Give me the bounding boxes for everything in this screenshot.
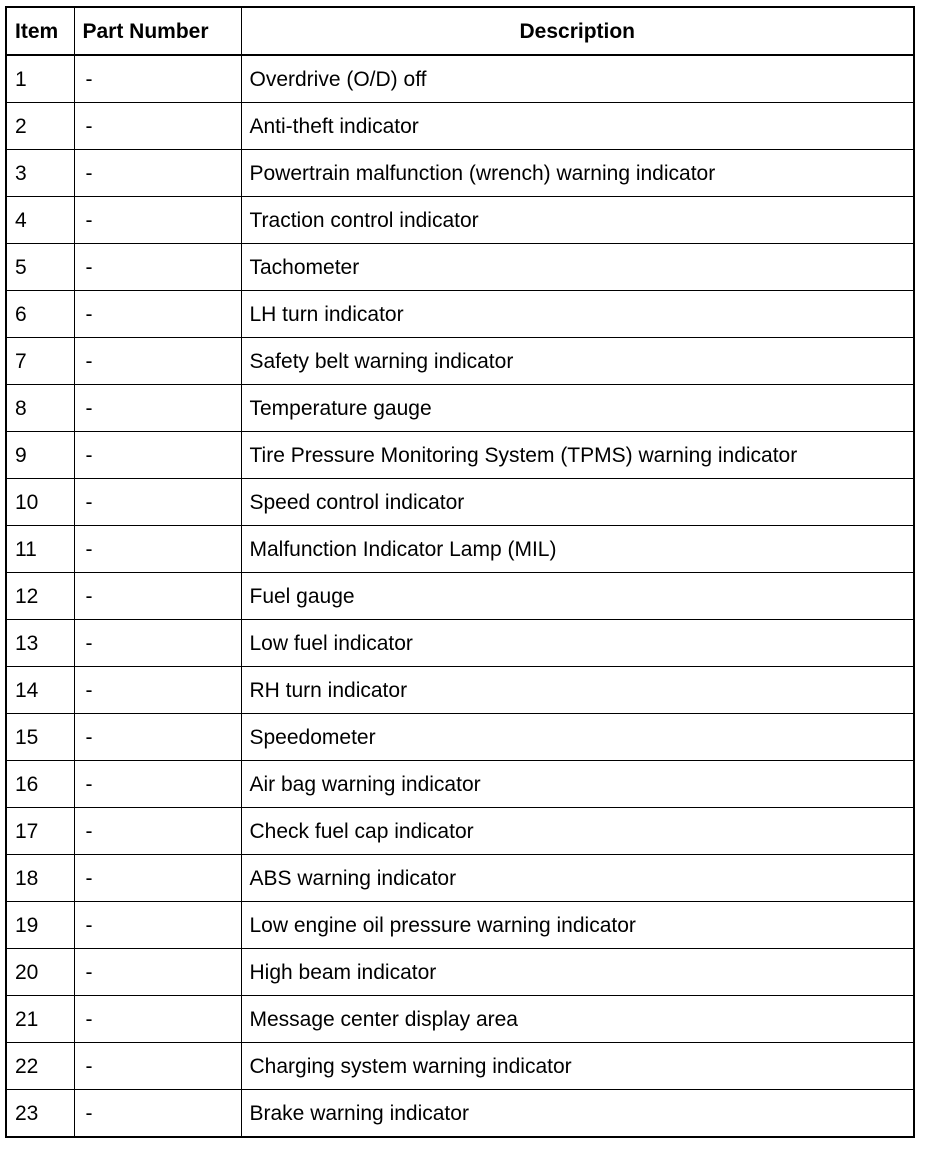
- description-cell: RH turn indicator: [241, 667, 914, 714]
- item-cell: 21: [6, 996, 74, 1043]
- table-row: [6, 432, 914, 479]
- description-cell: Tire Pressure Monitoring System (TPMS) warning indicator: [241, 432, 914, 479]
- description-cell: Safety belt warning indicator: [241, 338, 914, 385]
- table-row: [6, 902, 914, 949]
- part-number-cell: -: [74, 1090, 241, 1138]
- item-cell: 12: [6, 573, 74, 620]
- description-cell: LH turn indicator: [241, 291, 914, 338]
- item-cell: 22: [6, 1043, 74, 1090]
- description-cell: Low engine oil pressure warning indicator: [241, 902, 914, 949]
- part-number-cell: -: [74, 949, 241, 996]
- part-number-cell: -: [74, 855, 241, 902]
- table-row: [6, 949, 914, 996]
- part-number-cell: -: [74, 1043, 241, 1090]
- item-cell: 18: [6, 855, 74, 902]
- description-cell: Low fuel indicator: [241, 620, 914, 667]
- table-row: [6, 620, 914, 667]
- description-cell: Message center display area: [241, 996, 914, 1043]
- table-header: [6, 7, 914, 55]
- table-row: [6, 714, 914, 761]
- table-row: [6, 338, 914, 385]
- part-number-cell: -: [74, 667, 241, 714]
- part-number-cell: -: [74, 244, 241, 291]
- description-cell: Overdrive (O/D) off: [241, 55, 914, 103]
- item-cell: 16: [6, 761, 74, 808]
- part-number-cell: -: [74, 526, 241, 573]
- description-cell: Traction control indicator: [241, 197, 914, 244]
- description-cell: Brake warning indicator: [241, 1090, 914, 1138]
- description-cell: ABS warning indicator: [241, 855, 914, 902]
- item-cell: 3: [6, 150, 74, 197]
- table-row: [6, 996, 914, 1043]
- table-row: [6, 1090, 914, 1138]
- parts-table: [5, 6, 915, 1138]
- item-cell: 19: [6, 902, 74, 949]
- item-cell: 15: [6, 714, 74, 761]
- description-cell: High beam indicator: [241, 949, 914, 996]
- part-number-cell: -: [74, 432, 241, 479]
- part-number-cell: -: [74, 338, 241, 385]
- table-row: [6, 808, 914, 855]
- description-cell: Temperature gauge: [241, 385, 914, 432]
- part-number-cell: -: [74, 573, 241, 620]
- table-row: [6, 526, 914, 573]
- part-number-cell: -: [74, 996, 241, 1043]
- item-cell: 10: [6, 479, 74, 526]
- table-row: [6, 667, 914, 714]
- table-row: [6, 150, 914, 197]
- column-header-item: Item: [6, 7, 74, 55]
- table-row: [6, 244, 914, 291]
- part-number-cell: -: [74, 479, 241, 526]
- part-number-cell: -: [74, 150, 241, 197]
- column-header-part-number: Part Number: [74, 7, 241, 55]
- description-cell: Air bag warning indicator: [241, 761, 914, 808]
- part-number-cell: -: [74, 197, 241, 244]
- table-row: [6, 855, 914, 902]
- item-cell: 6: [6, 291, 74, 338]
- table-row: [6, 385, 914, 432]
- item-cell: 14: [6, 667, 74, 714]
- description-cell: Speed control indicator: [241, 479, 914, 526]
- item-cell: 20: [6, 949, 74, 996]
- table-row: [6, 197, 914, 244]
- part-number-cell: -: [74, 103, 241, 150]
- item-cell: 2: [6, 103, 74, 150]
- part-number-cell: -: [74, 385, 241, 432]
- description-cell: Tachometer: [241, 244, 914, 291]
- part-number-cell: -: [74, 808, 241, 855]
- item-cell: 8: [6, 385, 74, 432]
- table-row: [6, 479, 914, 526]
- table-row: [6, 291, 914, 338]
- part-number-cell: -: [74, 714, 241, 761]
- table-row: [6, 55, 914, 103]
- item-cell: 9: [6, 432, 74, 479]
- item-cell: 13: [6, 620, 74, 667]
- description-cell: Check fuel cap indicator: [241, 808, 914, 855]
- table-row: [6, 1043, 914, 1090]
- table-row: [6, 103, 914, 150]
- part-number-cell: -: [74, 761, 241, 808]
- item-cell: 11: [6, 526, 74, 573]
- part-number-cell: -: [74, 291, 241, 338]
- table-row: [6, 761, 914, 808]
- table-body: [6, 55, 914, 1137]
- description-cell: Speedometer: [241, 714, 914, 761]
- part-number-cell: -: [74, 55, 241, 103]
- item-cell: 23: [6, 1090, 74, 1138]
- header-row: [6, 7, 914, 55]
- description-cell: Powertrain malfunction (wrench) warning indicator: [241, 150, 914, 197]
- part-number-cell: -: [74, 902, 241, 949]
- item-cell: 7: [6, 338, 74, 385]
- part-number-cell: -: [74, 620, 241, 667]
- description-cell: Malfunction Indicator Lamp (MIL): [241, 526, 914, 573]
- item-cell: 1: [6, 55, 74, 103]
- item-cell: 4: [6, 197, 74, 244]
- item-cell: 5: [6, 244, 74, 291]
- table-row: [6, 573, 914, 620]
- description-cell: Anti-theft indicator: [241, 103, 914, 150]
- description-cell: Charging system warning indicator: [241, 1043, 914, 1090]
- item-cell: 17: [6, 808, 74, 855]
- column-header-description: Description: [241, 7, 914, 55]
- description-cell: Fuel gauge: [241, 573, 914, 620]
